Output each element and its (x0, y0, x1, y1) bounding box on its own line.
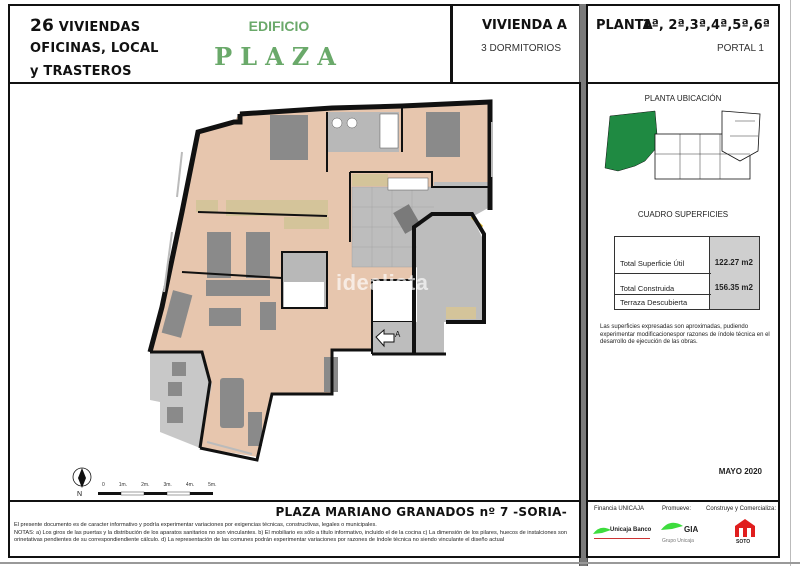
date-label: MAYO 2020 (718, 467, 762, 476)
page-edge (790, 0, 791, 566)
dining-table (220, 378, 244, 428)
unicaja-leaf-icon (592, 524, 612, 536)
floor-plan-panel (8, 82, 581, 502)
page-bottom-edge (0, 562, 800, 564)
project-line-1: VIVIENDAS (58, 20, 141, 35)
scale-ticks: 0 1m. 2m. 3m. 4m. 5m. (102, 482, 217, 488)
wardrobe-4 (352, 174, 388, 186)
soto-logo: SOTO (734, 518, 758, 548)
bed-2 (426, 112, 460, 157)
unicaja-logo: Unicaja Banco (592, 522, 652, 542)
footer-address-panel (8, 500, 581, 558)
side-info-panel (586, 82, 780, 502)
row-terrace-label: Terraza Descubierta (620, 298, 688, 307)
row-built-area-value: 156.35 m2 (714, 283, 753, 292)
watermark: idealista (336, 270, 429, 295)
header-unit (451, 4, 581, 84)
project-line-2: OFICINAS, LOCAL (30, 41, 159, 56)
bed-3b (246, 232, 270, 278)
soto-house-icon (734, 518, 756, 538)
unit-count: 26 (30, 16, 55, 36)
surfaces-table (614, 236, 760, 310)
armchair (260, 302, 276, 330)
entrance-label: A (395, 330, 401, 339)
gia-leaf-icon (660, 518, 684, 532)
portal-label: PORTAL 1 (716, 43, 764, 54)
surfaces-note: Las superficies expresadas son aproximadas, pudiendo experimentar modificacionespor razones de índole técnica en el desarrollo de ejecución de las obras. (600, 324, 770, 345)
finance-label: Financia UNICAJA (594, 506, 645, 512)
coffee-table (209, 308, 241, 326)
location-title: PLANTA UBICACIÓN (644, 94, 722, 103)
sofa (206, 280, 270, 296)
header-project-summary (8, 4, 186, 84)
wardrobe-2 (196, 200, 218, 212)
wardrobe-3 (284, 217, 329, 229)
builder-label: Construye y Comercializa: (706, 506, 777, 512)
project-line-3: y TRASTEROS (30, 64, 132, 79)
address: PLAZA MARIANO GRANADOS nº 7 -SORIA- (275, 505, 567, 519)
location-map (600, 106, 770, 186)
promoter-label: Promueve: (662, 506, 692, 512)
floor-list: 1ª, 2ª,3ª,4ª,5ª,6ª (642, 18, 770, 33)
notes: NOTAS: a) Los giros de las puertas y la distribución de los aparatos sanitarios no son vinculantes. b) El mobiliario es sólo a título informativo, incluido el de la cocina c) La dimensión de los pilares, huecos de instalciones son orinetativas pendientes de su correspondiendiente cálculo. d) La representación de las comunes podrán experimentar variaciones por razones de índole técnica no siendo vinculante el diseño actual (14, 529, 568, 543)
row-useful-area-value: 122.27 m2 (714, 258, 753, 267)
bed-3a (207, 232, 231, 278)
building-name: PLAZA (214, 42, 344, 71)
disclaimer: El presente documento es de caracter informativo y podría experimentar variaciones por exigencias técnicas, constructivas, legales o municipales. (14, 522, 377, 528)
row-built-area-label: Total Construida (620, 284, 675, 293)
floor-plan-drawing (10, 84, 579, 500)
floor-label: PLANTA (596, 18, 653, 33)
footer-logos-panel (586, 500, 780, 558)
table-title: CUADRO SUPERFICIES (637, 210, 729, 219)
gia-logo: GIA Grupo Unicaja (660, 518, 704, 548)
scale-bar (98, 492, 213, 495)
building-label: EDIFICIO (248, 18, 310, 34)
north-label: N (77, 491, 83, 498)
bed-master (270, 115, 308, 160)
header-building-name (184, 4, 452, 84)
unit-subtitle: 3 DORMITORIOS (481, 43, 561, 54)
header-floors (586, 4, 780, 84)
row-useful-area-label: Total Superficie Útil (620, 259, 685, 268)
unit-title: VIVIENDA A (482, 18, 567, 33)
north-arrow-icon (73, 468, 91, 488)
kitchen-hob (388, 178, 428, 190)
